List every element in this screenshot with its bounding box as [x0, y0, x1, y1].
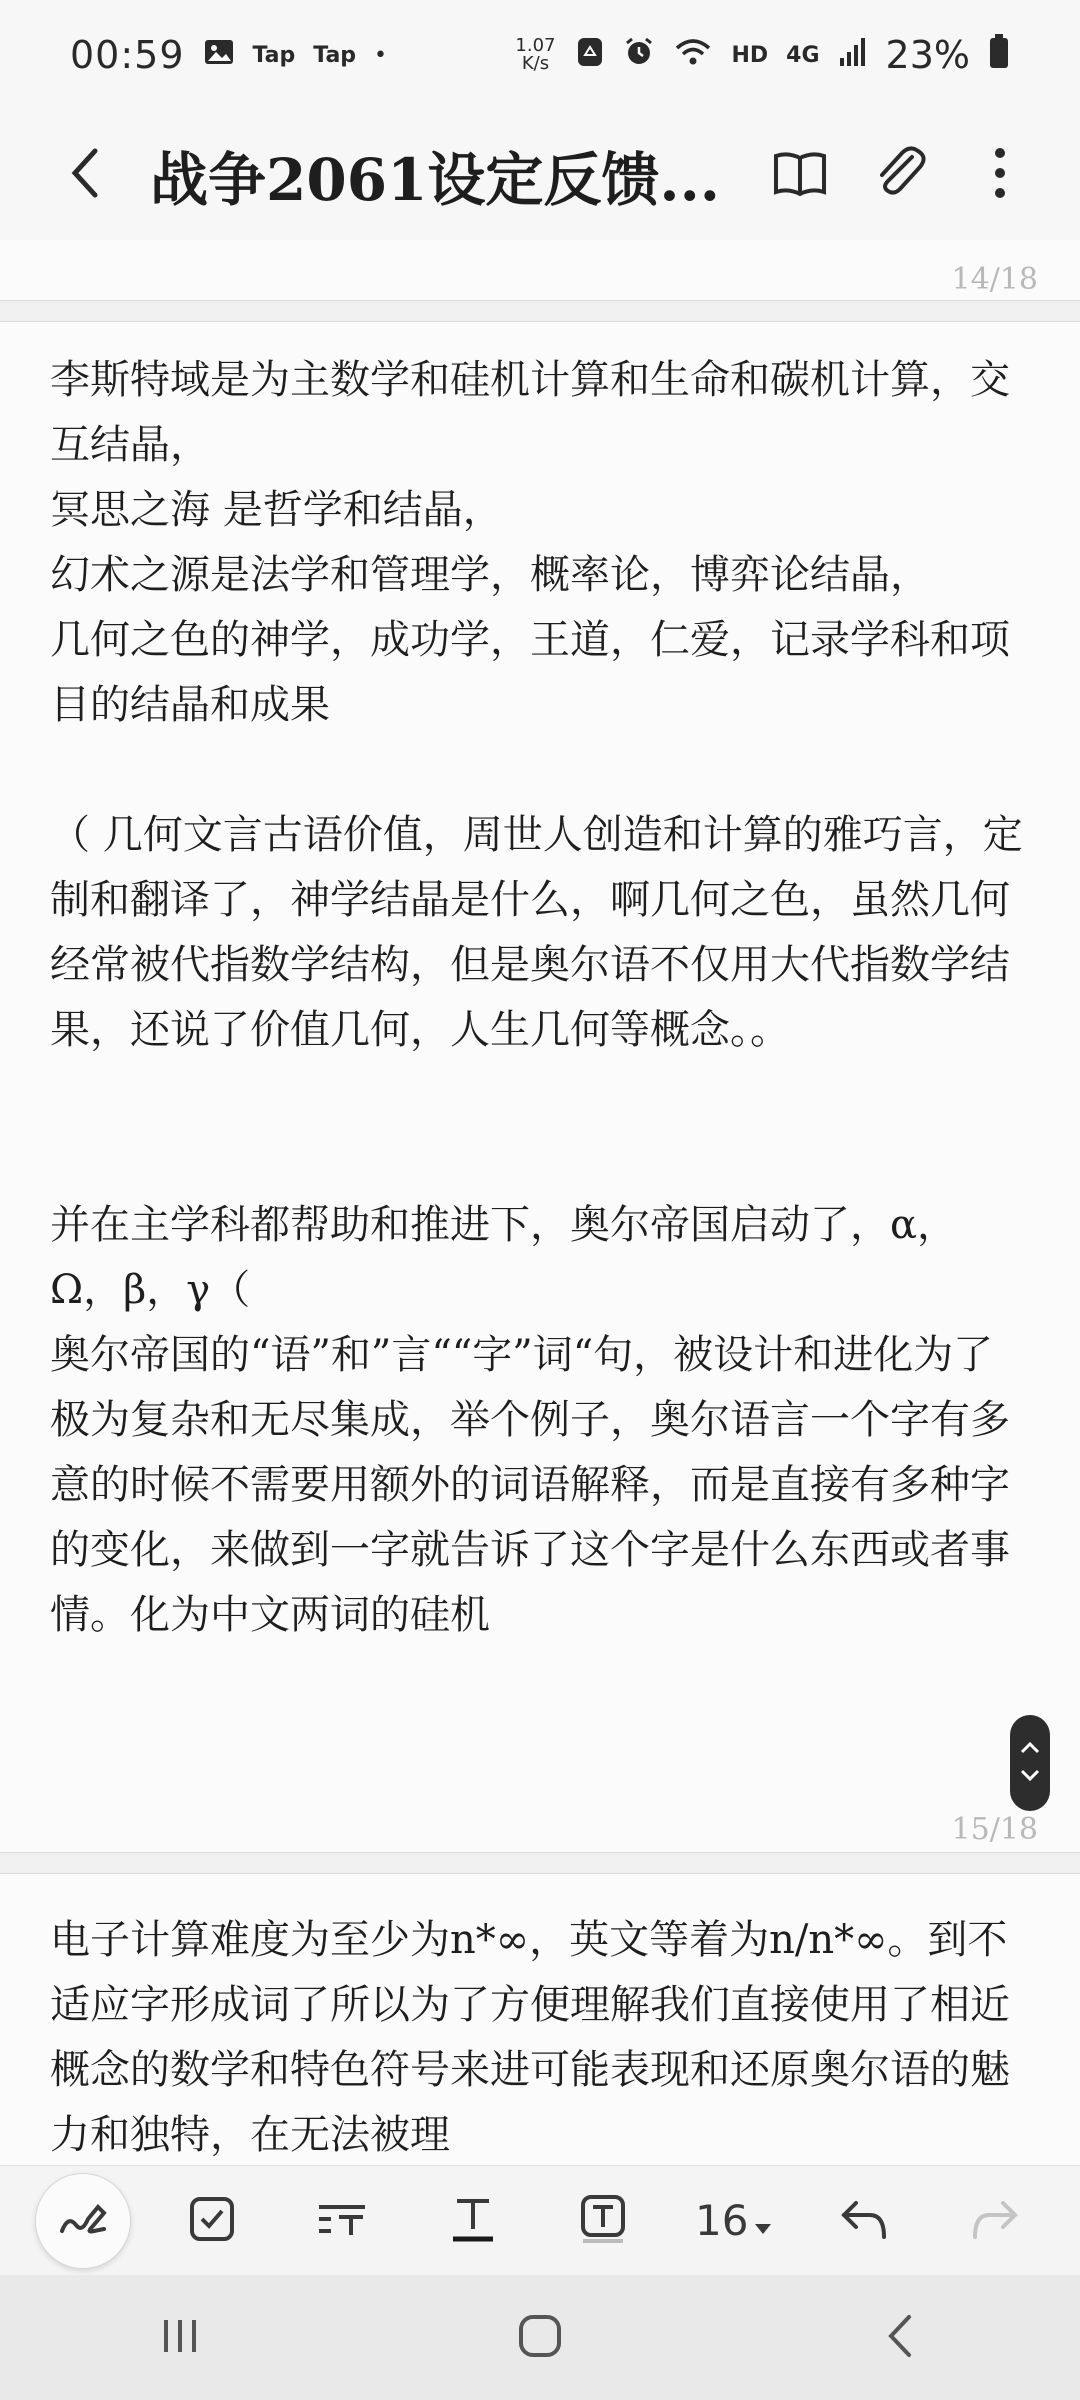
caret-down-icon: [754, 2196, 772, 2245]
status-dot: •: [374, 42, 388, 68]
net-speed: [513, 37, 557, 73]
more-icon: [990, 145, 1010, 205]
handwriting-button[interactable]: [35, 2173, 131, 2269]
status-app-label-1: Tap: [252, 42, 296, 68]
home-button[interactable]: [480, 2288, 600, 2388]
page-15-sheet[interactable]: [0, 322, 1080, 1852]
battery-icon: [988, 33, 1010, 78]
status-left: [70, 33, 387, 77]
checkbox-button[interactable]: [162, 2171, 262, 2271]
text-style-icon: [317, 2199, 367, 2243]
wifi-icon: [673, 33, 713, 77]
system-nav-bar: [0, 2275, 1080, 2400]
fast-scroll-handle[interactable]: [1010, 1715, 1050, 1811]
undo-icon: [840, 2199, 888, 2243]
recycle-icon: [575, 33, 605, 77]
page-number-15: 15/18: [951, 1812, 1038, 1847]
status-bar: [0, 0, 1080, 110]
status-right: [513, 33, 1010, 78]
attach-button[interactable]: [850, 125, 950, 225]
system-back-button[interactable]: [840, 2288, 960, 2388]
redo-button[interactable]: [945, 2171, 1045, 2271]
pen-icon: [58, 2201, 108, 2241]
recents-button[interactable]: [120, 2288, 240, 2388]
page-15-text[interactable]: 李斯特域是为主数学和硅机计算和生命和碳机计算，交互结晶， 冥思之海 是哲学和结晶， 幻术之源是法学和管理学，概率论，博弈论结晶， 几何之色的神学，成功学，王道，仁爱，记录学科和项目的结晶和成果 （ 几何文言古语价值，周世人创造和计算的雅巧言，定制和翻译了，神学结晶是什么，啊几何之色，虽然几何经常被代指数学结构，但是奥尔语不仅用大代指数学结果，还说了价值几何，人生几何等概念。。 并在主学科都帮助和推进下，奥尔帝国启动了，α，Ω，β，γ（ 奥尔帝国的“语”和”言““字”词“句，被设计和进化为了极为复杂和无尽集成，举个例子，奥尔语言一个字有多意的时候不需要用额外的词语解释，而是直接有多种字的变化，来做到一字就告诉了这个字是什么东西或者事情。化为中文两词的硅机: [50, 357, 1023, 1638]
home-icon: [517, 2313, 563, 2363]
editor-toolbar: [0, 2165, 1080, 2275]
text-highlight-button[interactable]: [553, 2171, 653, 2271]
page-14-divider: [0, 300, 1080, 322]
more-options-button[interactable]: [950, 125, 1050, 225]
redo-icon: [971, 2199, 1019, 2243]
note-title[interactable]: 战争2061设定反馈...: [150, 146, 721, 214]
network-label: 4G: [786, 42, 820, 68]
back-icon: [65, 143, 105, 207]
status-app-label-2: Tap: [313, 42, 357, 68]
app-header: [0, 110, 1080, 240]
text-style-button[interactable]: [292, 2171, 392, 2271]
net-speed-value: 1.07: [515, 35, 556, 56]
page-15-divider: [0, 1852, 1080, 1874]
text-color-button[interactable]: [423, 2171, 523, 2271]
reading-mode-button[interactable]: [750, 125, 850, 225]
font-size-selector[interactable]: [684, 2171, 784, 2271]
back-button[interactable]: [50, 130, 120, 220]
page-14-sheet: [0, 240, 1080, 300]
font-size-value: 16: [695, 2196, 749, 2245]
page-16-sheet[interactable]: [0, 1874, 1080, 2165]
book-icon: [772, 148, 828, 202]
page-16-text[interactable]: 电子计算难度为至少为n*∞，英文等着为n/n*∞。到不适应字形成词了所以为了方便理解我们直接使用了相近概念的数学和特色符号来进可能表现和还原奥尔语的魅力和独特，在无法被理: [50, 1917, 1010, 2158]
text-box-icon: [579, 2193, 627, 2249]
status-time: 00:59: [70, 33, 185, 77]
chevron-up-icon: [1019, 1740, 1041, 1759]
net-speed-unit: K/s: [521, 53, 550, 74]
underline-text-icon: [451, 2195, 495, 2247]
chevron-down-icon: [1019, 1767, 1041, 1786]
page-number-14: 14/18: [951, 262, 1038, 297]
hd-label: HD: [731, 42, 769, 68]
attach-icon: [872, 145, 928, 205]
battery-percent: 23%: [885, 33, 970, 77]
signal-icon: [838, 33, 868, 77]
gallery-icon: [203, 33, 235, 77]
nav-back-icon: [885, 2313, 915, 2363]
checkbox-icon: [188, 2195, 236, 2247]
recents-icon: [160, 2316, 200, 2360]
undo-button[interactable]: [814, 2171, 914, 2271]
alarm-icon: [623, 33, 655, 77]
